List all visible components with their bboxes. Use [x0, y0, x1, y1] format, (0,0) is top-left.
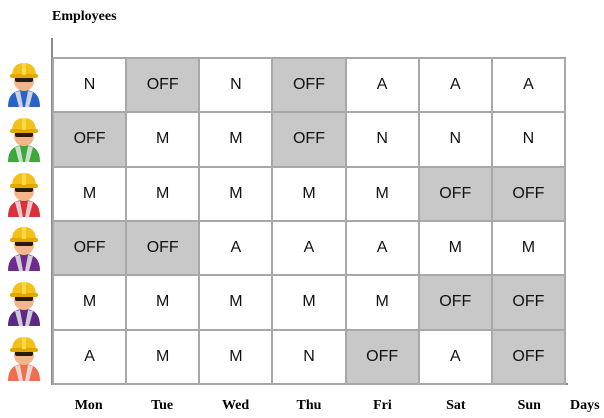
schedule-cell: A	[345, 222, 418, 276]
worker-icon	[4, 280, 44, 326]
day-label: Mon	[74, 398, 103, 413]
schedule-cell: OFF	[52, 222, 125, 276]
schedule-cell: M	[198, 331, 271, 385]
schedule-cell: OFF	[418, 168, 491, 222]
schedule-cell: M	[491, 222, 564, 276]
day-labels-row	[52, 398, 566, 414]
schedule-cell: N	[271, 331, 344, 385]
schedule-cell: A	[418, 59, 491, 113]
schedule-cell: OFF	[491, 276, 564, 330]
worker-icon	[4, 225, 44, 271]
schedule-cell: M	[125, 331, 198, 385]
schedule-cell: N	[418, 113, 491, 167]
worker-icon	[4, 171, 44, 217]
schedule-cell: OFF	[345, 331, 418, 385]
schedule-cell: M	[52, 168, 125, 222]
employee-row-avatar	[2, 330, 46, 385]
schedule-cell: OFF	[491, 331, 564, 385]
employee-row-avatar	[2, 166, 46, 221]
schedule-cell: M	[345, 276, 418, 330]
schedule-cell: M	[198, 168, 271, 222]
schedule-cell: OFF	[491, 168, 564, 222]
schedule-cell: A	[271, 222, 344, 276]
y-axis-label: Employees	[52, 9, 117, 24]
schedule-cell: A	[345, 59, 418, 113]
day-label: Wed	[221, 398, 250, 413]
day-label: Sat	[446, 398, 466, 413]
schedule-cell: N	[491, 113, 564, 167]
schedule-cell: N	[345, 113, 418, 167]
schedule-cell: A	[418, 331, 491, 385]
worker-icon	[4, 116, 44, 162]
employee-row-avatar	[2, 112, 46, 167]
employee-row-avatar	[2, 57, 46, 112]
schedule-grid	[52, 57, 566, 385]
schedule-cell: N	[198, 59, 271, 113]
schedule-cell: M	[198, 113, 271, 167]
schedule-cell: M	[271, 168, 344, 222]
schedule-cell: OFF	[125, 222, 198, 276]
schedule-cell: M	[52, 276, 125, 330]
day-label: Tue	[151, 398, 174, 413]
schedule-cell: OFF	[52, 113, 125, 167]
schedule-cell: M	[345, 168, 418, 222]
schedule-cell: OFF	[271, 59, 344, 113]
schedule-cell: M	[125, 168, 198, 222]
schedule-cell: M	[125, 276, 198, 330]
schedule-cell: M	[271, 276, 344, 330]
worker-icon	[4, 61, 44, 107]
day-label: Sun	[517, 398, 541, 413]
schedule-cell: N	[52, 59, 125, 113]
employee-row-avatar	[2, 276, 46, 331]
employee-row-avatar	[2, 221, 46, 276]
schedule-cell: A	[52, 331, 125, 385]
schedule-cell: A	[491, 59, 564, 113]
schedule-cell: M	[198, 276, 271, 330]
employee-icons-column	[2, 57, 46, 385]
worker-icon	[4, 335, 44, 381]
schedule-cell: M	[125, 113, 198, 167]
schedule-cell: OFF	[125, 59, 198, 113]
schedule-cell: OFF	[271, 113, 344, 167]
day-label: Thu	[296, 398, 322, 413]
day-label: Fri	[373, 398, 392, 413]
schedule-cell: OFF	[418, 276, 491, 330]
x-axis-label: Days	[570, 398, 600, 413]
schedule-cell: A	[198, 222, 271, 276]
schedule-cell: M	[418, 222, 491, 276]
